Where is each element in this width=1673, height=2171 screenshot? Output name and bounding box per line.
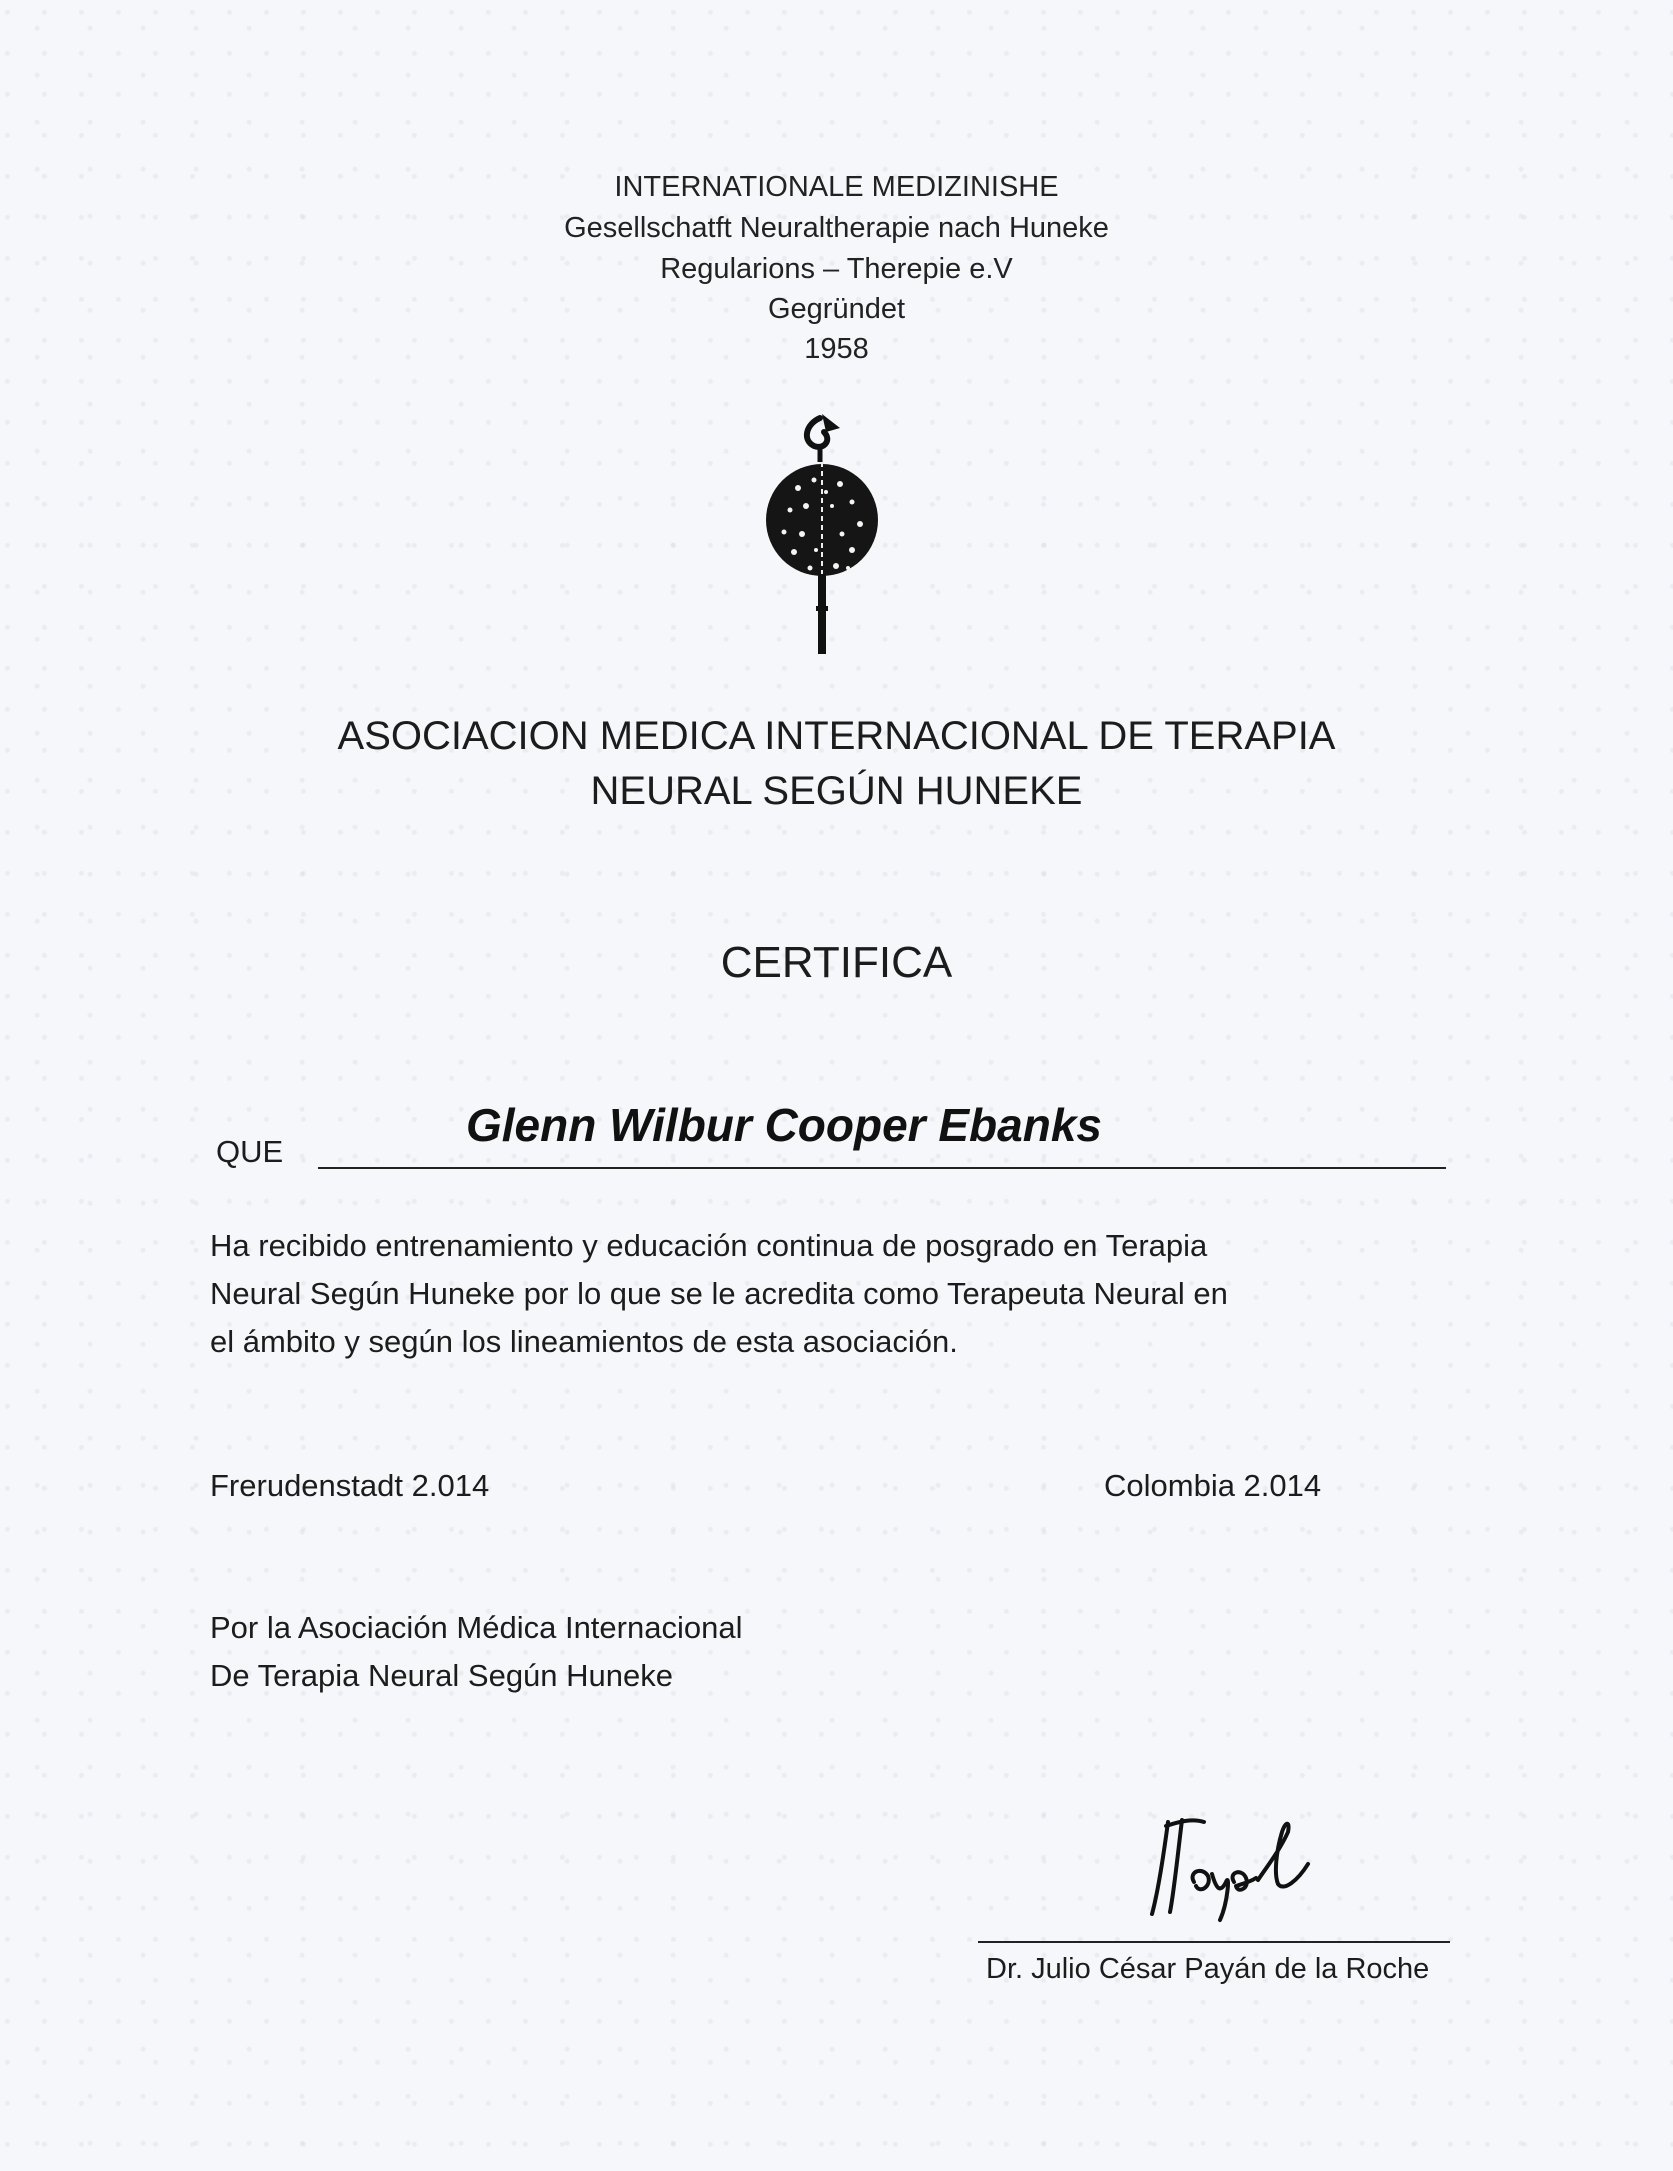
place-right: Colombia 2.014 bbox=[1104, 1468, 1322, 1503]
body-line-3: el ámbito y según los lineamientos de esta asociación. bbox=[210, 1324, 958, 1359]
header-line-2: Gesellschatft Neuraltherapie nach Huneke bbox=[564, 212, 1109, 244]
signature-line bbox=[978, 1941, 1450, 1943]
recipient-underline bbox=[318, 1167, 1446, 1169]
header-line-3: Regularions – Therepie e.V bbox=[660, 253, 1013, 285]
header-line-1: INTERNATIONALE MEDIZINISHE bbox=[614, 171, 1059, 203]
header-line-4: Gegründet bbox=[767, 293, 906, 325]
staff-with-globe-emblem-icon bbox=[762, 410, 882, 665]
association-title-line-1: ASOCIACION MEDICA INTERNACIONAL DE TERAPIA bbox=[337, 714, 1336, 758]
handwritten-signature bbox=[1138, 1802, 1338, 1937]
body-line-2: Neural Según Huneke por lo que se le acredita como Terapeuta Neural en bbox=[210, 1276, 1228, 1311]
recipient-name: Glenn Wilbur Cooper Ebanks bbox=[466, 1099, 1102, 1151]
place-left: Frerudenstadt 2.014 bbox=[210, 1468, 490, 1503]
certifica-heading: CERTIFICA bbox=[720, 938, 953, 987]
issuer-line-2: De Terapia Neural Según Huneke bbox=[210, 1658, 674, 1693]
issuer-line-1: Por la Asociación Médica Internacional bbox=[210, 1610, 743, 1645]
signer-name: Dr. Julio César Payán de la Roche bbox=[986, 1953, 1430, 1985]
association-title-line-2: NEURAL SEGÚN HUNEKE bbox=[590, 769, 1083, 813]
recipient-prefix: QUE bbox=[216, 1134, 284, 1169]
header-line-5: 1958 bbox=[804, 333, 869, 365]
body-line-1: Ha recibido entrenamiento y educación continua de posgrado en Terapia bbox=[210, 1228, 1208, 1263]
